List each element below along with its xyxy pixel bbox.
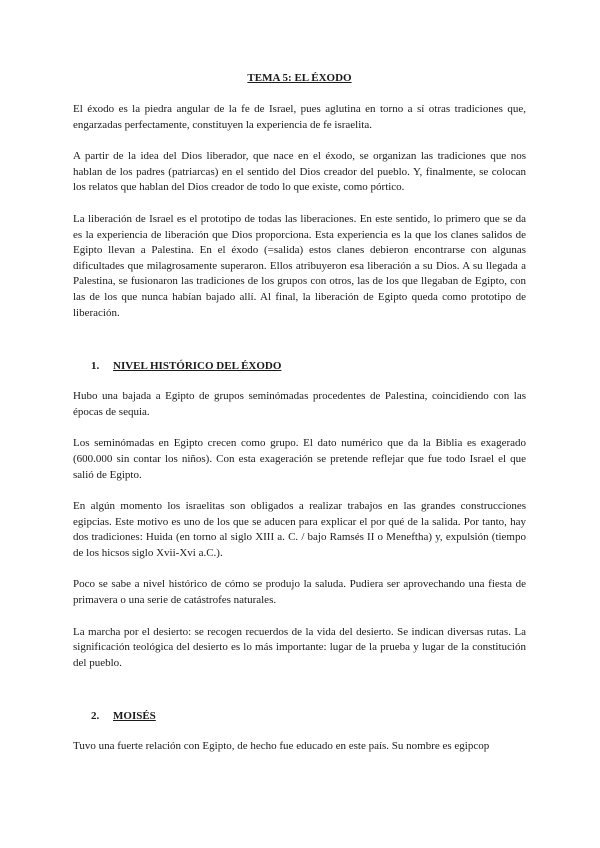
section-1-title: NIVEL HISTÓRICO DEL ÉXODO xyxy=(113,360,282,373)
intro-paragraph-2: A partir de la idea del Dios liberador, que nace en el éxodo, se organizan las tradiciones que nos hablan de los padres (patriarcas) en el sentido del Dios creador del pueblo. Y, finalmente, se colocan los relatos que hablan del Dios creador de todo lo que existe, como pórtico. xyxy=(73,150,526,194)
section-1-paragraph-2: Los seminómadas en Egipto crecen como grupo. El dato numérico que da la Biblia es exagerado (600.000 sin contar los niños). Con esta exageración se pretende reflejar que fue todo Israel el que salió de Egipto. xyxy=(73,437,526,481)
intro-paragraph-3: La liberación de Israel es el prototipo de todas las liberaciones. En este sentido, lo primero que se da es la experiencia de liberación que Dios proporciona. Esta experiencia es la que los clanes salidos de Egipto llevan a Palestina. En el éxodo (=salida) estos clanes debieron encontrarse con algunas dificultades que milagrosamente superaron. Ellos atribuyeron esa liberación a su Dios. A su llegada a Palestina, se fusionaron las tradiciones de los grupos con otros, las de los que llegaban de Egipto, con las de los que nunca habían bajado allí. Al final, la liberación de Egipto queda como prototipo de liberación. xyxy=(73,212,526,319)
section-1-paragraph-1: Hubo una bajada a Egipto de grupos seminómadas procedentes de Palestina, coincidiendo con las épocas de sequia. xyxy=(73,390,526,418)
section-1-heading xyxy=(91,359,526,373)
section-2-number: 2. xyxy=(91,710,100,723)
section-1-paragraph-5: La marcha por el desierto: se recogen recuerdos de la vida del desierto. Se indican diversas rutas. La significación teológica del desierto es lo más importante: lugar de la prueba y lugar de la constitución del pueblo. xyxy=(73,625,526,669)
section-2-heading xyxy=(91,709,526,723)
section-1-number: 1. xyxy=(91,360,100,373)
document-title: TEMA 5: EL ÉXODO xyxy=(247,72,352,84)
section-1-paragraph-4: Poco se sabe a nivel histórico de cómo se produjo la saluda. Pudiera ser aprovechando una fiesta de primavera o una serie de catástrofes naturales. xyxy=(73,578,526,607)
section-2-title: MOISÉS xyxy=(113,710,156,723)
section-1-paragraph-3: En algún momento los israelitas son obligados a realizar trabajos en las grandes construcciones egipcias. Este motivo es uno de los que se aducen para explicar el por qué de la salida. Por tanto, hay dos tradiciones: Huida (en torno al siglo XIII a. C. / bajo Ramsés II o Meneftha) y, expulsión (tiempo de los hicsos siglo Xvii-Xvi a.C.). xyxy=(73,500,526,559)
section-2-paragraph-1: Tuvo una fuerte relación con Egipto, de hecho fue educado en este país. Su nombre es egipcop xyxy=(73,740,490,753)
intro-paragraph-1: El éxodo es la piedra angular de la fe de Israel, pues aglutina en torno a sí otras tradiciones que, engarzadas perfectamente, constituyen la experiencia de fe israelita. xyxy=(73,103,526,131)
